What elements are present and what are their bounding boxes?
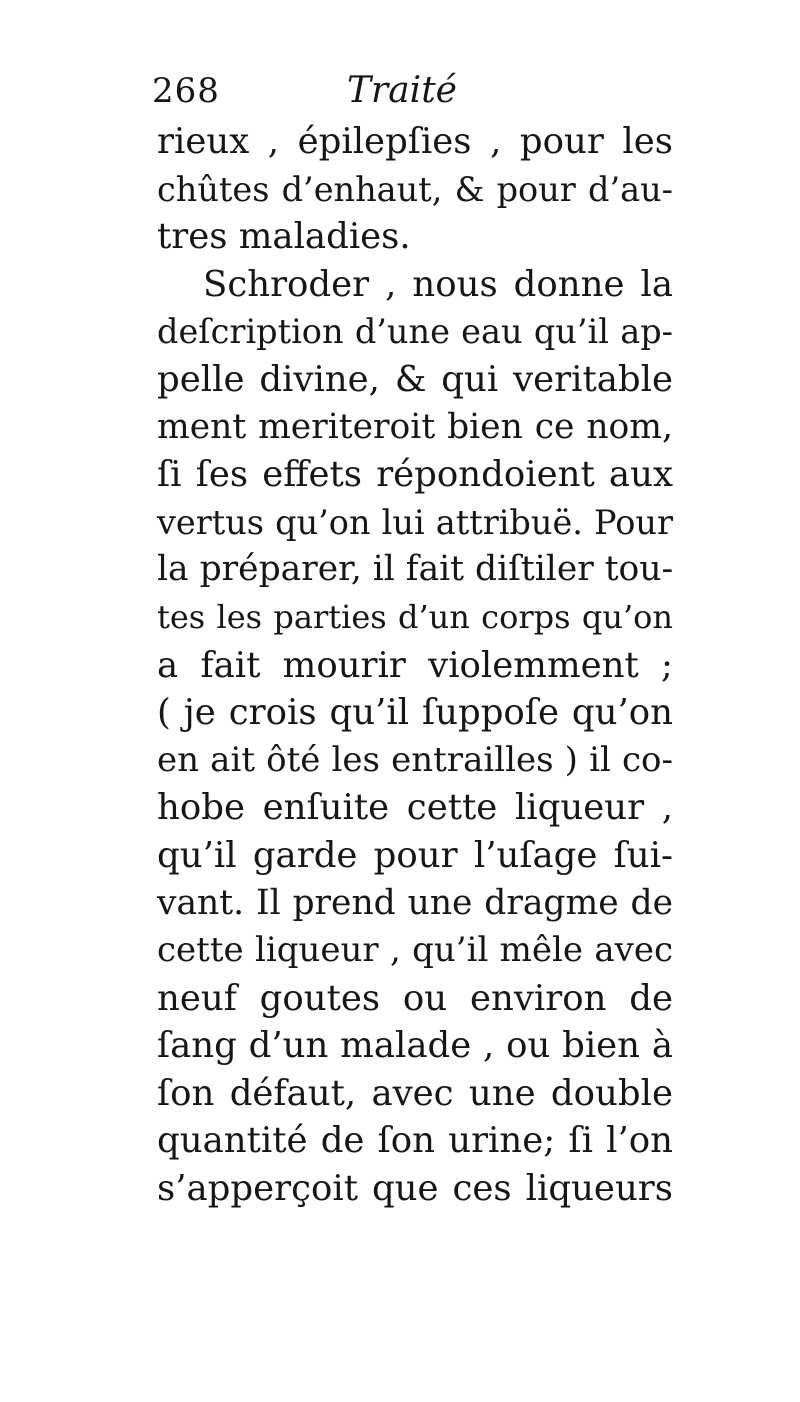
text-line: a fait mourir violemment ; (157, 644, 673, 686)
text-line: la préparer, il fait diſtiler tou- (157, 549, 674, 590)
running-head (152, 66, 672, 116)
text-line: deſcription d’une eau qu’il ap- (157, 312, 673, 352)
text-line: pelle divine, & qui veritable (157, 358, 673, 400)
text-line: neuf goutes ou environ de (157, 977, 673, 1019)
text-line: hobe enſuite cette liqueur , (157, 787, 673, 829)
text-line: en ait ôté les entrailles ) il co- (157, 739, 673, 780)
text-line: ſon défaut, avec une double (157, 1072, 673, 1114)
text-line: vant. Il prend une dragme de (157, 882, 673, 923)
text-line: rieux , épilepſies , pour les (157, 121, 673, 162)
text-line: chûtes d’enhaut, & pour d’au- (157, 169, 673, 209)
text-line: ſi ſes effets répondoient aux (157, 454, 673, 496)
text-line: Schroder , nous donne la (203, 263, 673, 305)
body-text (157, 118, 673, 1213)
page-number: 268 (152, 71, 220, 111)
text-line: s’apperçoit que ces liqueurs (157, 1168, 673, 1210)
text-line: ( je crois qu’il ſuppoſe qu’on (157, 692, 673, 734)
text-line: ment meriteroit bien ce nom, (157, 406, 673, 447)
text-line: tres maladies. (157, 216, 411, 258)
text-line: tes les parties d’un corps qu’on (157, 597, 673, 636)
text-line: cette liqueur , qu’il mêle avec (157, 930, 673, 971)
text-line: quantité de ſon urine; ſi l’on (157, 1120, 673, 1162)
running-title: Traité (347, 70, 457, 111)
text-line: qu’il garde pour l’uſage ſui- (157, 834, 673, 876)
text-line: vertus qu’on lui attribuë. Pour (157, 502, 673, 542)
text-line: ſang d’un malade , ou bien à (157, 1025, 673, 1067)
